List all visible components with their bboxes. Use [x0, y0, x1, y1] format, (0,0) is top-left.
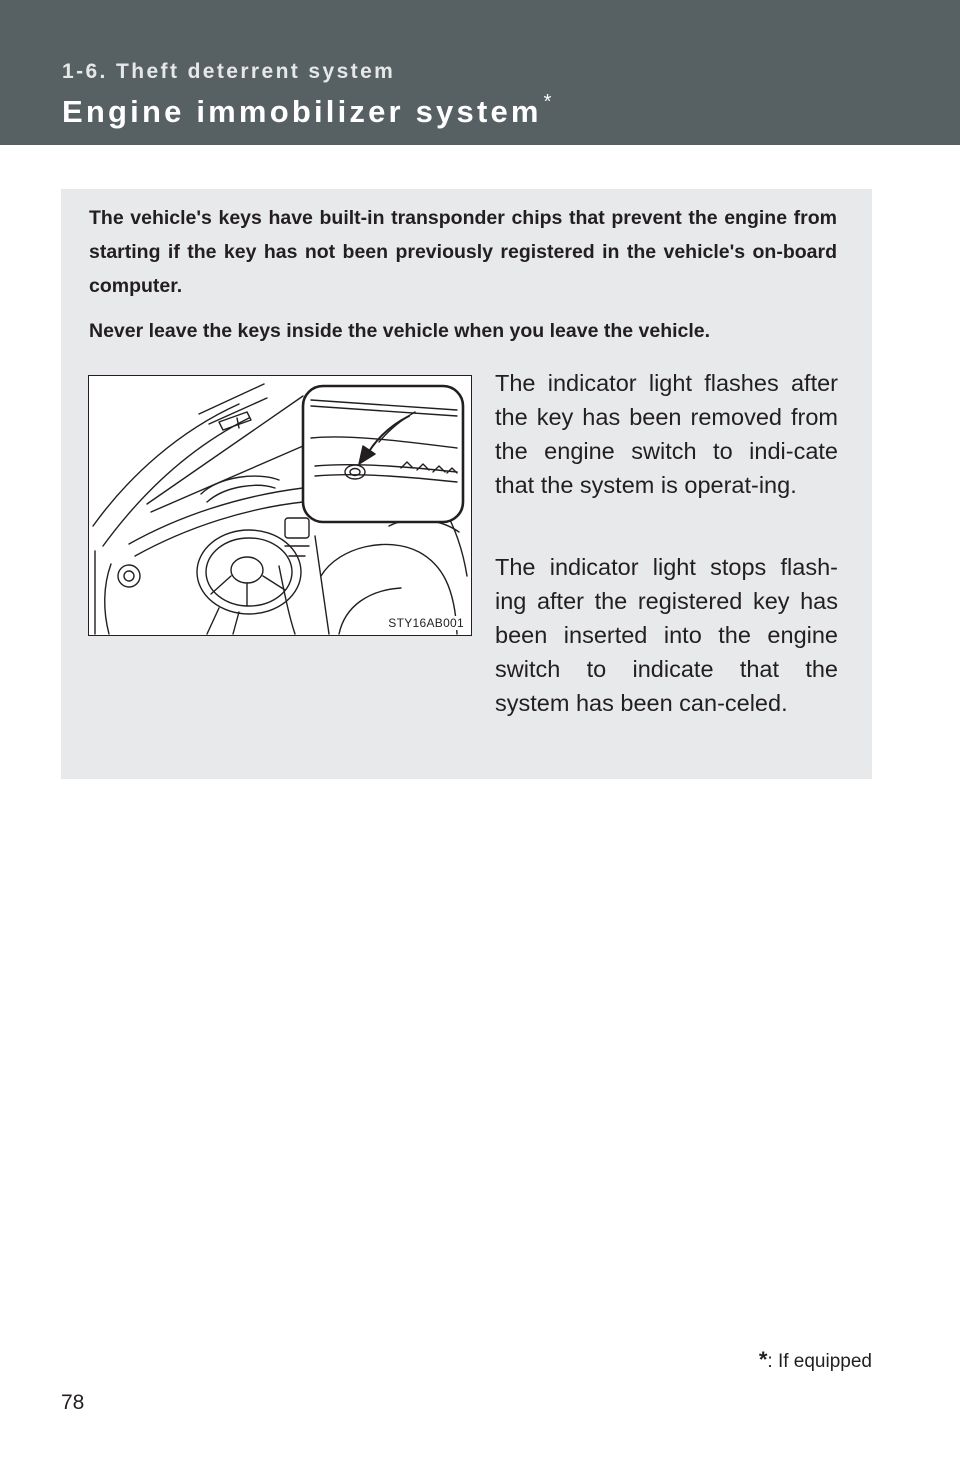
- footnote-asterisk: *: [758, 1347, 768, 1372]
- title-asterisk: *: [543, 91, 552, 113]
- indicator-stop-description: The indicator light stops flash-ing after the registered key has been inserted into the engine switch to indicate that the system has been can-celed.: [495, 554, 838, 716]
- page-header: [0, 0, 960, 145]
- page-title: [62, 91, 552, 130]
- section-label: 1-6. Theft deterrent system: [62, 60, 396, 83]
- dashboard-drawing: [89, 376, 472, 636]
- indicator-flash-description: The indicator light flashes after the key has been removed from the engine switch to indi-cate that the system is operat-ing.: [495, 370, 838, 498]
- page-title-text: Engine immobilizer system: [62, 94, 542, 129]
- warning-paragraph: Never leave the keys inside the vehicle when you leave the vehicle.: [89, 320, 711, 342]
- footnote: [759, 1347, 872, 1373]
- intro-paragraph: The vehicle's keys have built-in transponder chips that prevent the engine from starting if the key has not been previously registered in the vehicle's on-board computer.: [89, 207, 837, 297]
- figure-code: STY16AB001: [388, 616, 464, 630]
- dashboard-illustration: [88, 375, 472, 636]
- footnote-text: : If equipped: [767, 1351, 872, 1372]
- page-number: 78: [61, 1391, 85, 1414]
